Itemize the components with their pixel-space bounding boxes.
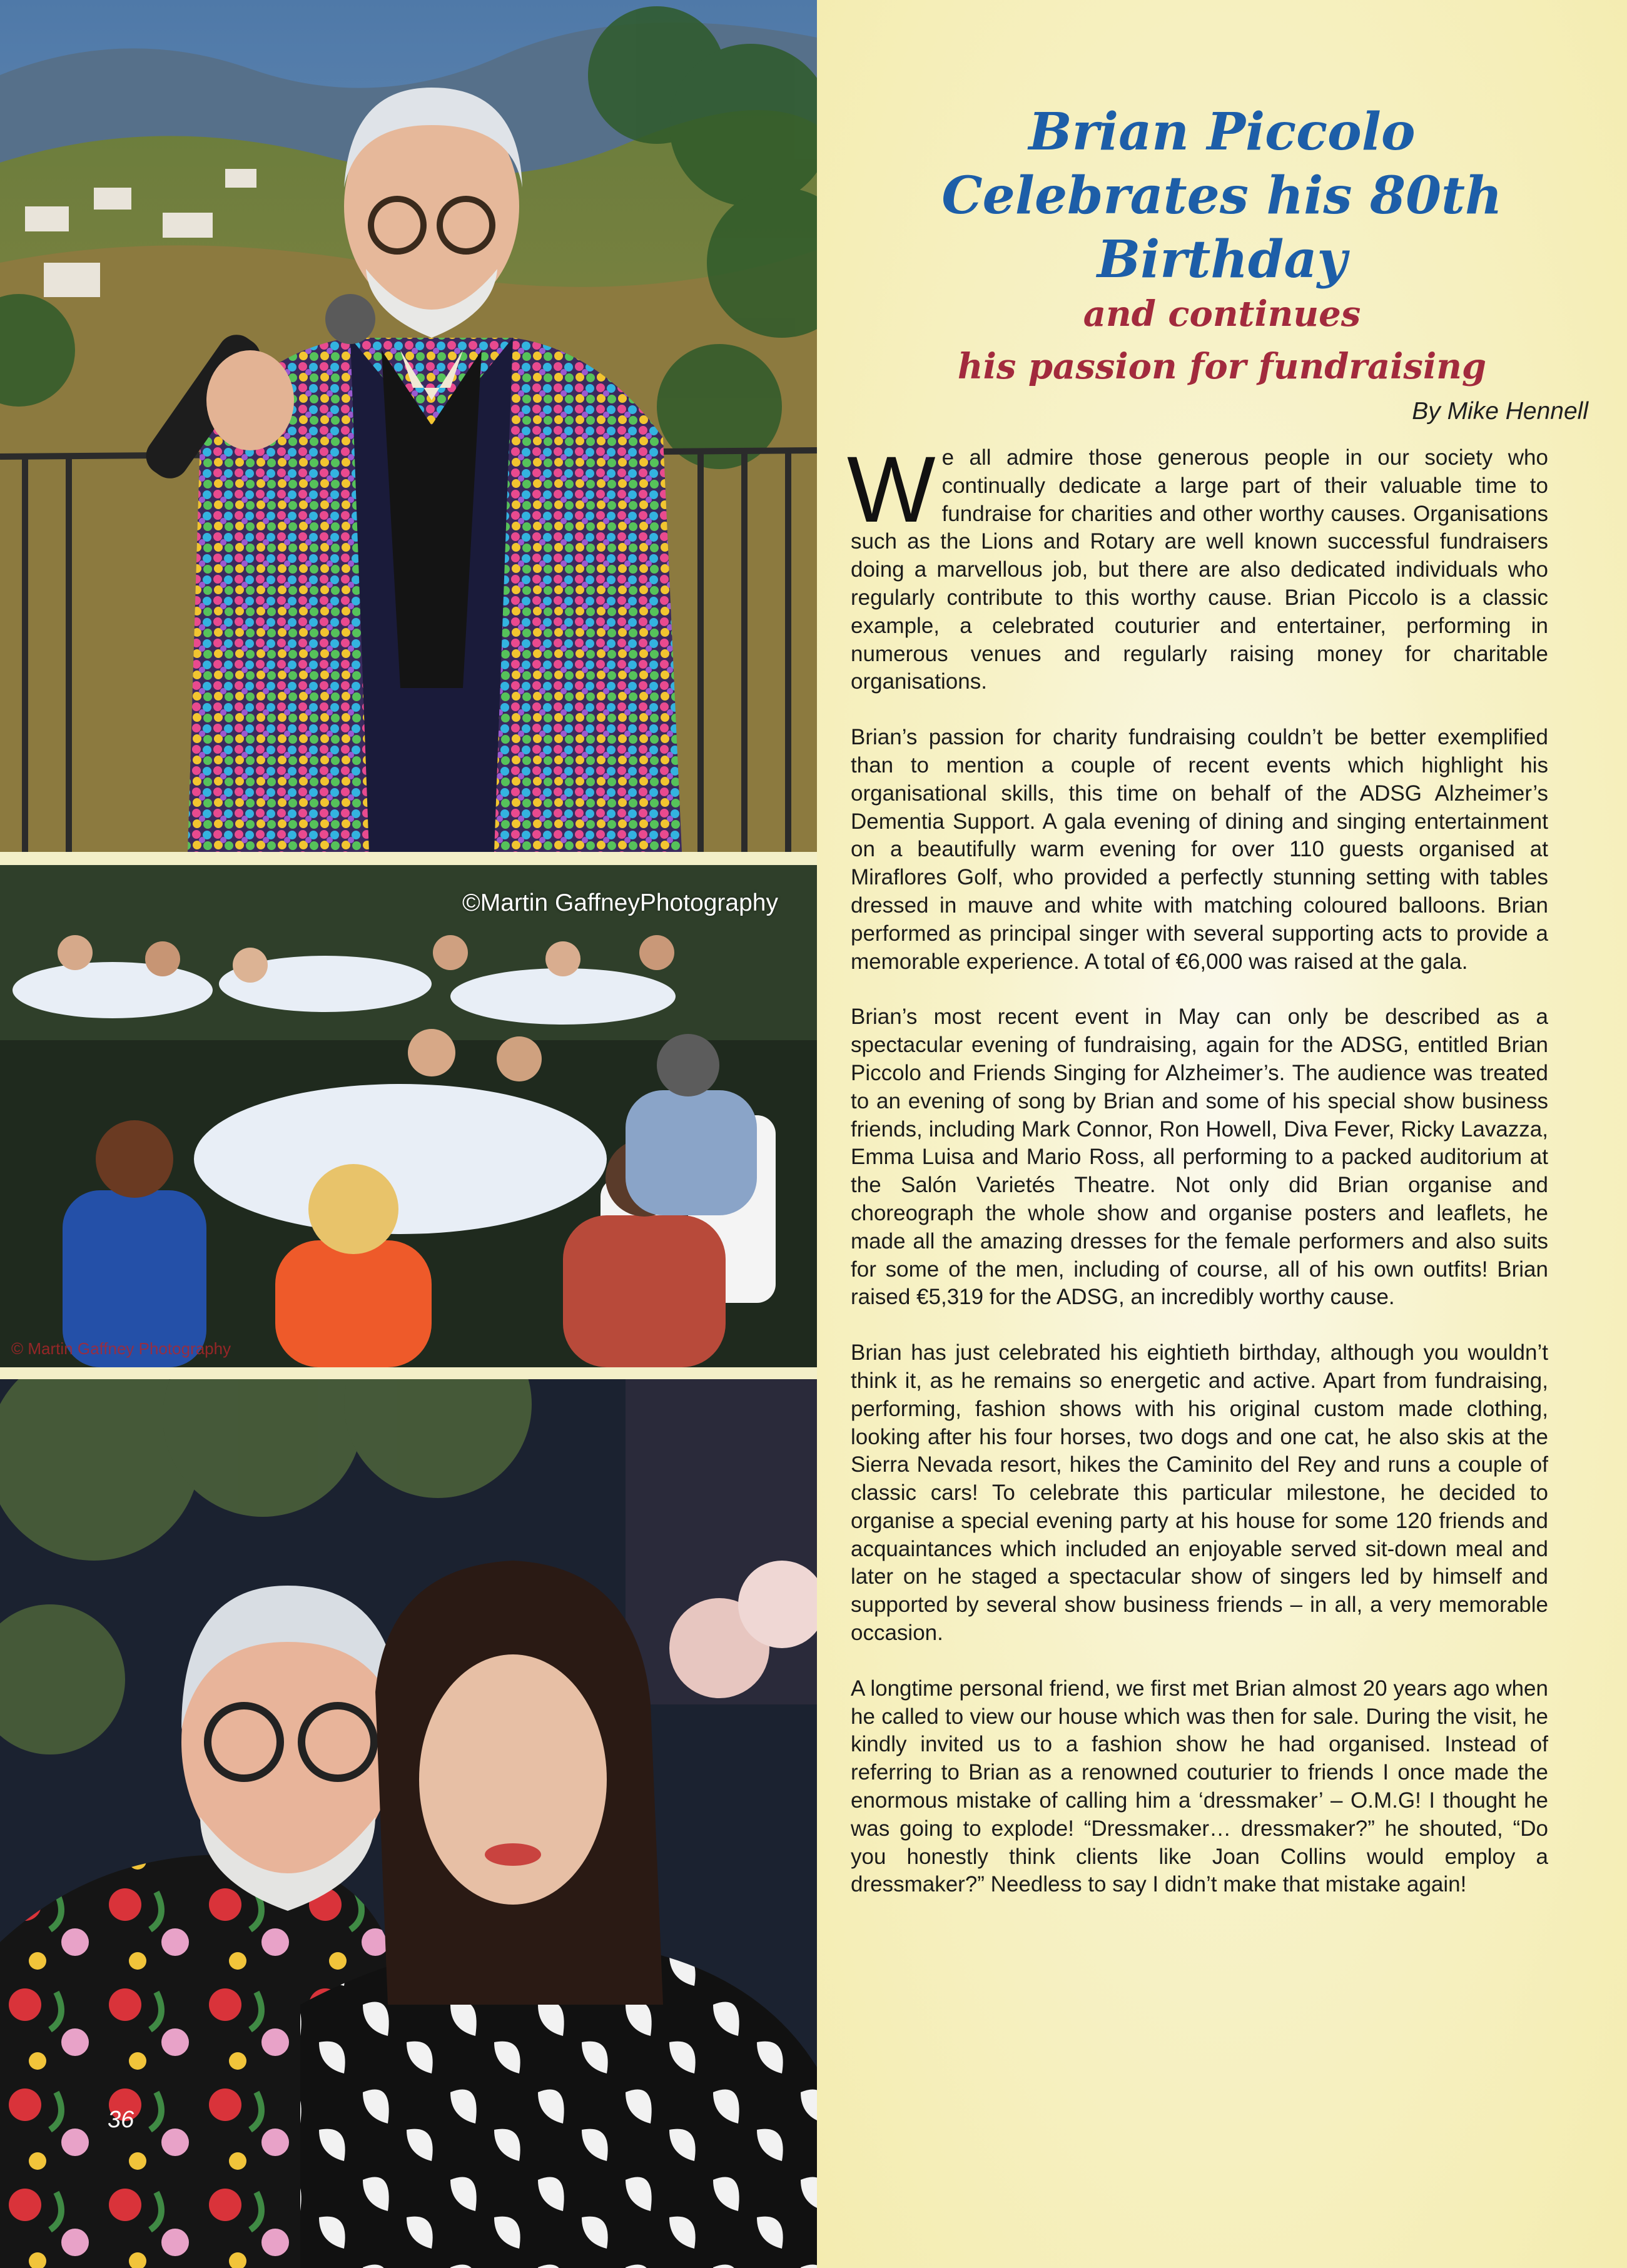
headline-line-2: Celebrates his 80th: [941, 166, 1503, 226]
headline-line-3: Birthday: [1097, 230, 1347, 290]
page-number: 36: [108, 2107, 134, 2133]
photo-credit-watermark: © Martin Gaffney Photography: [11, 1339, 231, 1358]
photo-singer-with-microphone: [0, 0, 817, 852]
photo-credit-overlay: ©Martin GaffneyPhotography: [462, 889, 778, 916]
article-paragraph-1: [847, 437, 1548, 696]
photo-singer-image: [0, 0, 817, 852]
article-paragraph-3: Brian’s most recent event in May can only be described as a spectacular evening of fundraising, again for the ADSG, entitled Brian Piccolo and Friends Singing for Alzheimer’s. The audience was treated to an evening of song by Brian and some of his special show business friends, including Mark Connor, Ron Howell, Diva Fever, Ricky Lavazza, Emma Luisa and Mario Ross, all performing to a packed auditorium at the Salón Varietés Theatre. Not only did Brian organise and choreograph the whole show and organise posters and leaflets, he made all the amazing dresses for the female performers and also suits for some of the men, including of course, all of his own outfits! Brian raised €5,319 for the ADSG, an incredibly worthy cause.: [851, 1005, 1548, 1310]
photo-gala-dinner: [0, 865, 817, 1367]
article-byline: By Mike Hennell: [1412, 398, 1588, 425]
subhead-line-2: his passion for fundraising: [957, 346, 1487, 387]
article-body: [847, 437, 1548, 1926]
article-paragraph-4: Brian has just celebrated his eightieth birthday, although you wouldn’t think it, as he remains so energetic and active. Apart from fundraising, performing, fashion shows with his original custom made clothing, looking after his four horses, two dogs and one cat, he also skis at the Sierra Nevada resort, hikes the Caminito del Rey and runs a couple of classic cars! To celebrate this particular milestone, he decided to organise a special evening party at his house for some 120 friends and acquaintances which included an enjoyable served sit-down meal and later on he staged a spectacular show of singers led by himself and supported by several show business friends – in all, a very memorable occasion.: [851, 1340, 1548, 1646]
article-paragraph-2: Brian’s passion for charity fundraising couldn’t be better exemplified than to mention a couple of recent events which highlight his organisational skills, this time on behalf of the ADSG Alzheimer’s Dementia Support. A gala evening of dining and singing entertainment on a beautifully warm evening for over 110 guests organised at Miraflores Golf, who provided a perfectly stunning setting with tables dressed in mauve and white with matching coloured balloons. Brian performed as principal singer with several supporting acts to provide a memorable experience. A total of €6,000 was raised at the gala.: [851, 725, 1548, 974]
subhead-line-1: and continues: [1083, 293, 1361, 335]
photo-brian-with-friend-image: [0, 1379, 817, 2268]
paragraph-1-text: e all admire those generous people in our society who continually dedicate a large part of their valuable time to fundraise for charities and other worthy causes. Organisations such as the Lions and Rotary are well known successful fundraisers doing a marvellous job, but there are also dedicated individuals who regularly contribute to this worthy cause. Brian Piccolo is a classic example, a celebrated couturier and entertainer, performing in numerous venues and regularly raising money for charitable organisations.: [851, 445, 1548, 694]
headline-line-1: Brian Piccolo: [1028, 102, 1416, 162]
article-headline: [817, 100, 1627, 291]
photo-brian-with-friend: [0, 1379, 817, 2268]
article-subheadline: [817, 288, 1627, 393]
article-column: [817, 0, 1627, 2268]
photo-gala-dinner-image: [0, 865, 817, 1367]
article-paragraph-5: A longtime personal friend, we first met Brian almost 20 years ago when he called to view our house which was then for sale. During the visit, he kindly invited us to a fashion show he had organised. Instead of referring to Brian as a renowned couturier to friends I once made the enormous mistake of calling him a ‘dressmaker’ – O.M.G! I thought he was going to explode! “Dressmaker… dressmaker?” he shouted, “Do you honestly think clients like Joan Collins would employ a dressmaker?” Needless to say I didn’t make that mistake again!: [851, 1676, 1548, 1897]
drop-cap: W: [847, 437, 936, 542]
